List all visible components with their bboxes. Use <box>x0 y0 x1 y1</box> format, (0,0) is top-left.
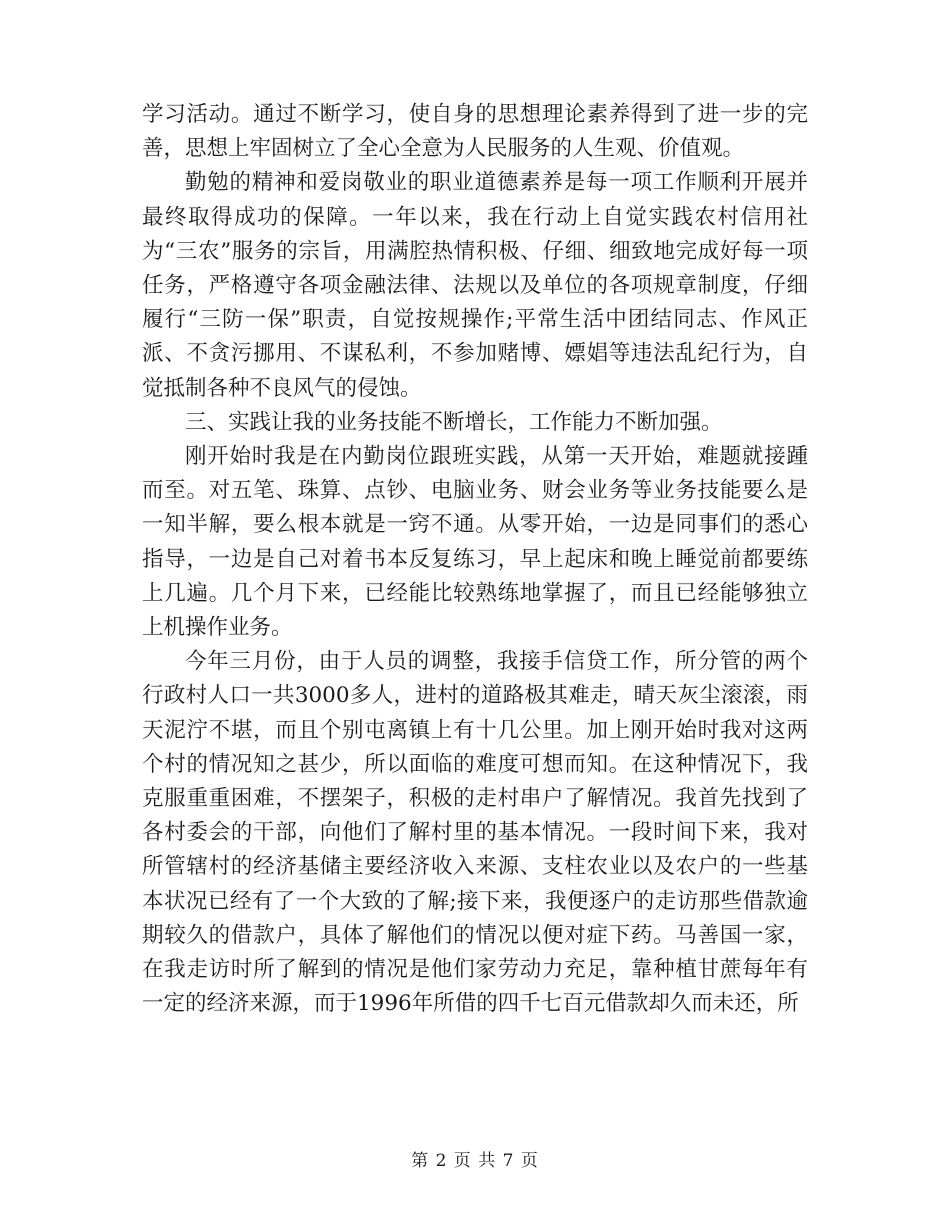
section-heading-3: 三、实践让我的业务技能不断增长，工作能力不断加强。 <box>185 409 723 435</box>
document-body <box>142 98 808 1021</box>
paragraph-2: 勤勉的精神和爱岗敬业的职业道德素养是每一项工作顺利开展并最终取得成功的保障。一年以来，我在行动上自觉实践农村信用社为“三农”服务的宗旨，用满腔热情积极、仔细、细致地完成好每一项任务，严格遵守各项金融法律、法规以及单位的各项规章制度，仔细履行“三防一保”职责，自觉按规操作;平常生活中团结同志、作风正派、不贪污挪用、不谋私利，不参加赌博、嫖娼等违法乱纪行为，自觉抵制各种不良风气的侵蚀。 <box>142 170 808 401</box>
page-number-footer: 第 2 页 共 7 页 <box>411 1151 539 1171</box>
paragraph-5: 今年三月份，由于人员的调整，我接手信贷工作，所分管的两个行政村人口一共3000多人，进村的道路极其难走，晴天灰尘滚滚，雨天泥泞不堪，而且个别屯离镇上有十几公里。加上刚开始时我对这两个村的情况知之甚少，所以面临的难度可想而知。在这种情况下，我克服重重困难，不摆架子，积极的走村串户了解情况。我首先找到了各村委会的干部，向他们了解村里的基本情况。一段时间下来，我对所管辖村的经济基储主要经济收入来源、支柱农业以及农户的一些基本状况已经有了一个大致的了解;接下来，我便逐户的走访那些借款逾期较久的借款户，具体了解他们的情况以便对症下药。马善国一家，在我走访时所了解到的情况是他们家劳动力充足，靠种植甘蔗每年有一定的经济来源，而于1996年所借的四千七百元借款却久而未还，所 <box>142 649 808 1017</box>
paragraph-4: 刚开始时我是在内勤岗位跟班实践，从第一天开始，难题就接踵而至。对五笔、珠算、点钞、电脑业务、财会业务等业务技能要么是一知半解，要么根本就是一窍不通。从零开始，一边是同事们的悉心指导，一边是自己对着书本反复练习，早上起床和晚上睡觉前都要练上几遍。几个月下来，已经能比较熟练地掌握了，而且已经能够独立上机操作业务。 <box>142 444 808 641</box>
paragraph-1: 学习活动。通过不断学习，使自身的思想理论素养得到了进一步的完善，思想上牢固树立了全心全意为人民服务的人生观、价值观。 <box>142 102 808 162</box>
